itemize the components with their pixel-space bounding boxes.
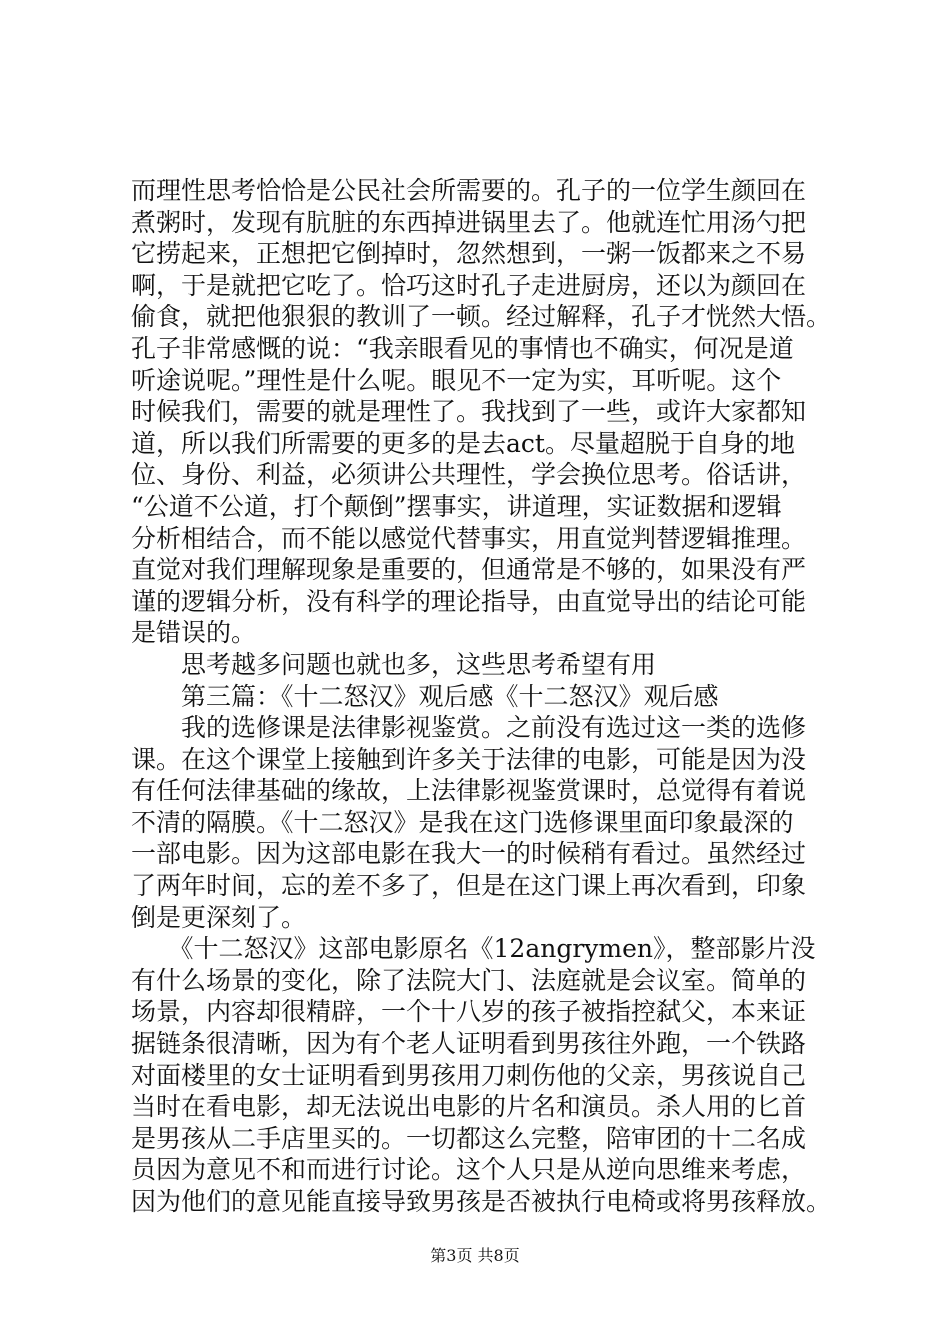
text-line: 不清的隔膜。《十二怒汉》是我在这门选修课里面印象最深的 bbox=[131, 807, 794, 837]
text-line: 啊，于是就把它吃了。恰巧这时孔子走进厨房，还以为颜回在 bbox=[131, 270, 807, 300]
text-line: 对面楼里的女士证明看到男孩用刀刺伤他的父亲，男孩说自己 bbox=[131, 1060, 807, 1090]
text-line: 了两年时间，忘的差不多了，但是在这门课上再次看到，印象 bbox=[131, 871, 807, 901]
section-heading: 第三篇：《十二怒汉》观后感《十二怒汉》观后感 bbox=[131, 681, 719, 711]
text-line: 场景，内容却很精辟，一个十八岁的孩子被指控弑父，本来证 bbox=[131, 997, 807, 1027]
text-line: 孔子非常感慨的说：“我亲眼看见的事情也不确实，何况是道 bbox=[131, 333, 794, 363]
text-line: 因为他们的意见能直接导致男孩是否被执行电椅或将男孩释放。 bbox=[131, 1187, 832, 1216]
text-line: 是错误的。 bbox=[131, 618, 257, 648]
text-line: 是男孩从二手店里买的。一切都这么完整，陪审团的十二名成 bbox=[131, 1123, 807, 1153]
page-number-footer: 第3页 共8页 bbox=[430, 1246, 520, 1265]
text-line: 《十二怒汉》这部电影原名《12angrymen》，整部影片没 bbox=[131, 934, 816, 964]
text-line: 道，所以我们所需要的更多的是去act。尽量超脱于自身的地 bbox=[131, 428, 795, 458]
text-line: 当时在看电影，却无法说出电影的片名和演员。杀人用的匕首 bbox=[131, 1092, 807, 1122]
text-line: 有任何法律基础的缘故，上法律影视鉴赏课时，总觉得有着说 bbox=[131, 776, 807, 806]
text-line: 据链条很清晰，因为有个老人证明看到男孩往外跑，一个铁路 bbox=[131, 1029, 807, 1059]
text-line: 员因为意见不和而进行讨论。这个人只是从逆向思维来考虑， bbox=[131, 1155, 807, 1185]
text-line: 课。在这个课堂上接触到许多关于法律的电影，可能是因为没 bbox=[131, 744, 807, 774]
document-body bbox=[131, 175, 851, 1218]
text-line: 分析相结合，而不能以感觉代替事实，用直觉判替逻辑推理。 bbox=[131, 523, 807, 553]
text-line: 一部电影。因为这部电影在我大一的时候稍有看过。虽然经过 bbox=[131, 839, 807, 869]
text-line: 位、身份、利益，必须讲公共理性，学会换位思考。俗话讲， bbox=[131, 460, 807, 490]
text-line: 煮粥时，发现有肮脏的东西掉进锅里去了。他就连忙用汤勺把 bbox=[131, 207, 807, 237]
text-line: 时候我们，需要的就是理性了。我找到了一些，或许大家都知 bbox=[131, 397, 807, 427]
text-line: 有什么场景的变化，除了法院大门、法庭就是会议室。简单的 bbox=[131, 965, 807, 995]
text-line: “公道不公道，打个颠倒”摆事实，讲道理，实证数据和逻辑 bbox=[131, 491, 782, 521]
text-line: 思考越多问题也就也多，这些思考希望有用 bbox=[131, 649, 657, 679]
text-line: 我的选修课是法律影视鉴赏。之前没有选过这一类的选修 bbox=[131, 713, 807, 743]
text-line: 谨的逻辑分析，没有科学的理论指导，由直觉导出的结论可能 bbox=[131, 586, 807, 616]
text-line: 倒是更深刻了。 bbox=[131, 902, 307, 932]
text-line: 听途说呢。”理性是什么呢。眼见不一定为实，耳听呢。这个 bbox=[131, 365, 782, 395]
text-line: 它捞起来，正想把它倒掉时，忽然想到，一粥一饭都来之不易 bbox=[131, 239, 807, 269]
text-line: 直觉对我们理解现象是重要的，但通常是不够的，如果没有严 bbox=[131, 555, 807, 585]
text-line: 偷食，就把他狠狠的教训了一顿。经过解释，孔子才恍然大悟。 bbox=[131, 302, 832, 332]
text-line: 而理性思考恰恰是公民社会所需要的。孔子的一位学生颜回在 bbox=[131, 176, 807, 205]
